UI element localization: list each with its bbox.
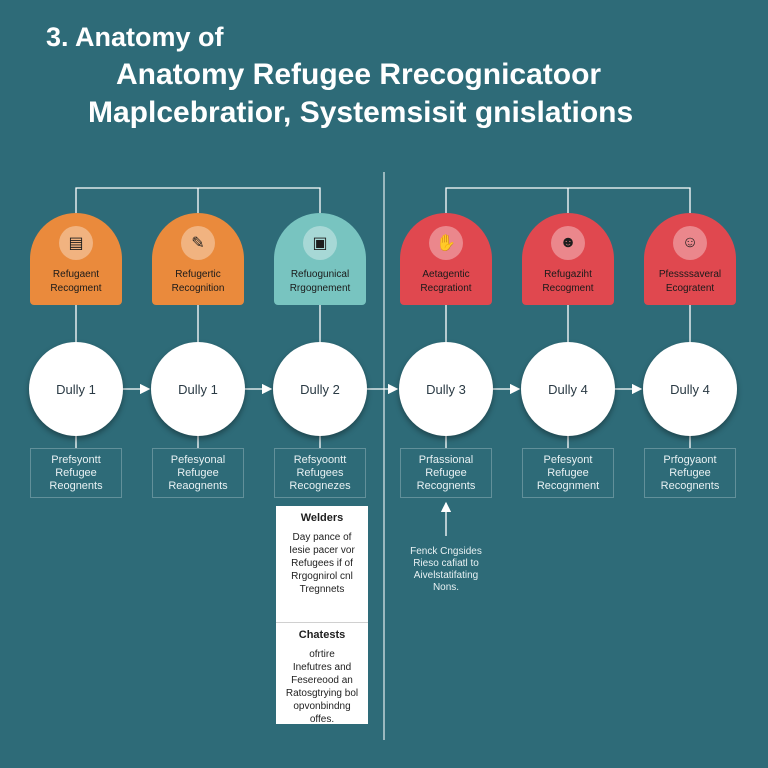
step-card-3 [274,213,366,305]
step-card-4 [400,213,492,305]
step-circle-2: Dully 1 [151,342,245,436]
step-card-label: Refuogunical Rrgognement [289,269,351,294]
note-heading: Chatests [298,629,346,641]
title-line-2: Anatomy Refugee Rrecognicatoor [116,58,602,91]
step-circle-1: Dully 1 [29,342,123,436]
title-line-3: Maplcebratior, Systemsisit gnislations [88,96,634,129]
note-welders: Welders Day pance of Iesie pacer vor Refugees if of Rrgognirol cnl Tregnnets [276,506,368,622]
pencil-icon: ✎ [181,226,215,260]
side-note: Fenck Cngsides Rieso cafiatl to Aivelstatifating Nons. [410,546,482,593]
step-card-label: Refugaziht Recogment [542,269,594,294]
step-circle-5: Dully 4 [521,342,615,436]
step-circle-6: Dully 4 [643,342,737,436]
document-icon: ▤ [59,226,93,260]
step-card-5 [522,213,614,305]
step-circle-3: Dully 2 [273,342,367,436]
hands-icon: ✋ [429,226,463,260]
step-card-label: Aetagentic Recgrationt [420,269,472,294]
step-card-label: Pfessssaveral Ecogratent [658,269,722,294]
step-description-5: Pefesyont Refugee Recognment [522,448,614,498]
step-circle-4: Dully 3 [399,342,493,436]
step-description-2: Pefesyonal Refugee Reaognents [152,448,244,498]
user-icon: ☺ [673,226,707,260]
step-card-1 [30,213,122,305]
step-description-3: Refsyoontt Refugees Recognezes [274,448,366,498]
step-description-1: Prefsyontt Refugee Reognents [30,448,122,498]
step-card-label: Refugaent Recogment [50,269,102,294]
person-icon: ☻ [551,226,585,260]
step-description-6: Prfogyaont Refugee Recognents [644,448,736,498]
step-card-2 [152,213,244,305]
step-description-4: Prfassional Refugee Recognents [400,448,492,498]
note-chatests: Chatests ofrtire Inefutres and Fesereood an Ratosgtrying bol opvonbindng offes. [276,622,368,724]
briefcase-icon: ▣ [303,226,337,260]
step-card-6 [644,213,736,305]
step-card-label: Refugertic Recognition [171,269,225,294]
note-heading: Welders [300,512,344,524]
title-line-1: 3. Anatomy of [46,22,224,52]
